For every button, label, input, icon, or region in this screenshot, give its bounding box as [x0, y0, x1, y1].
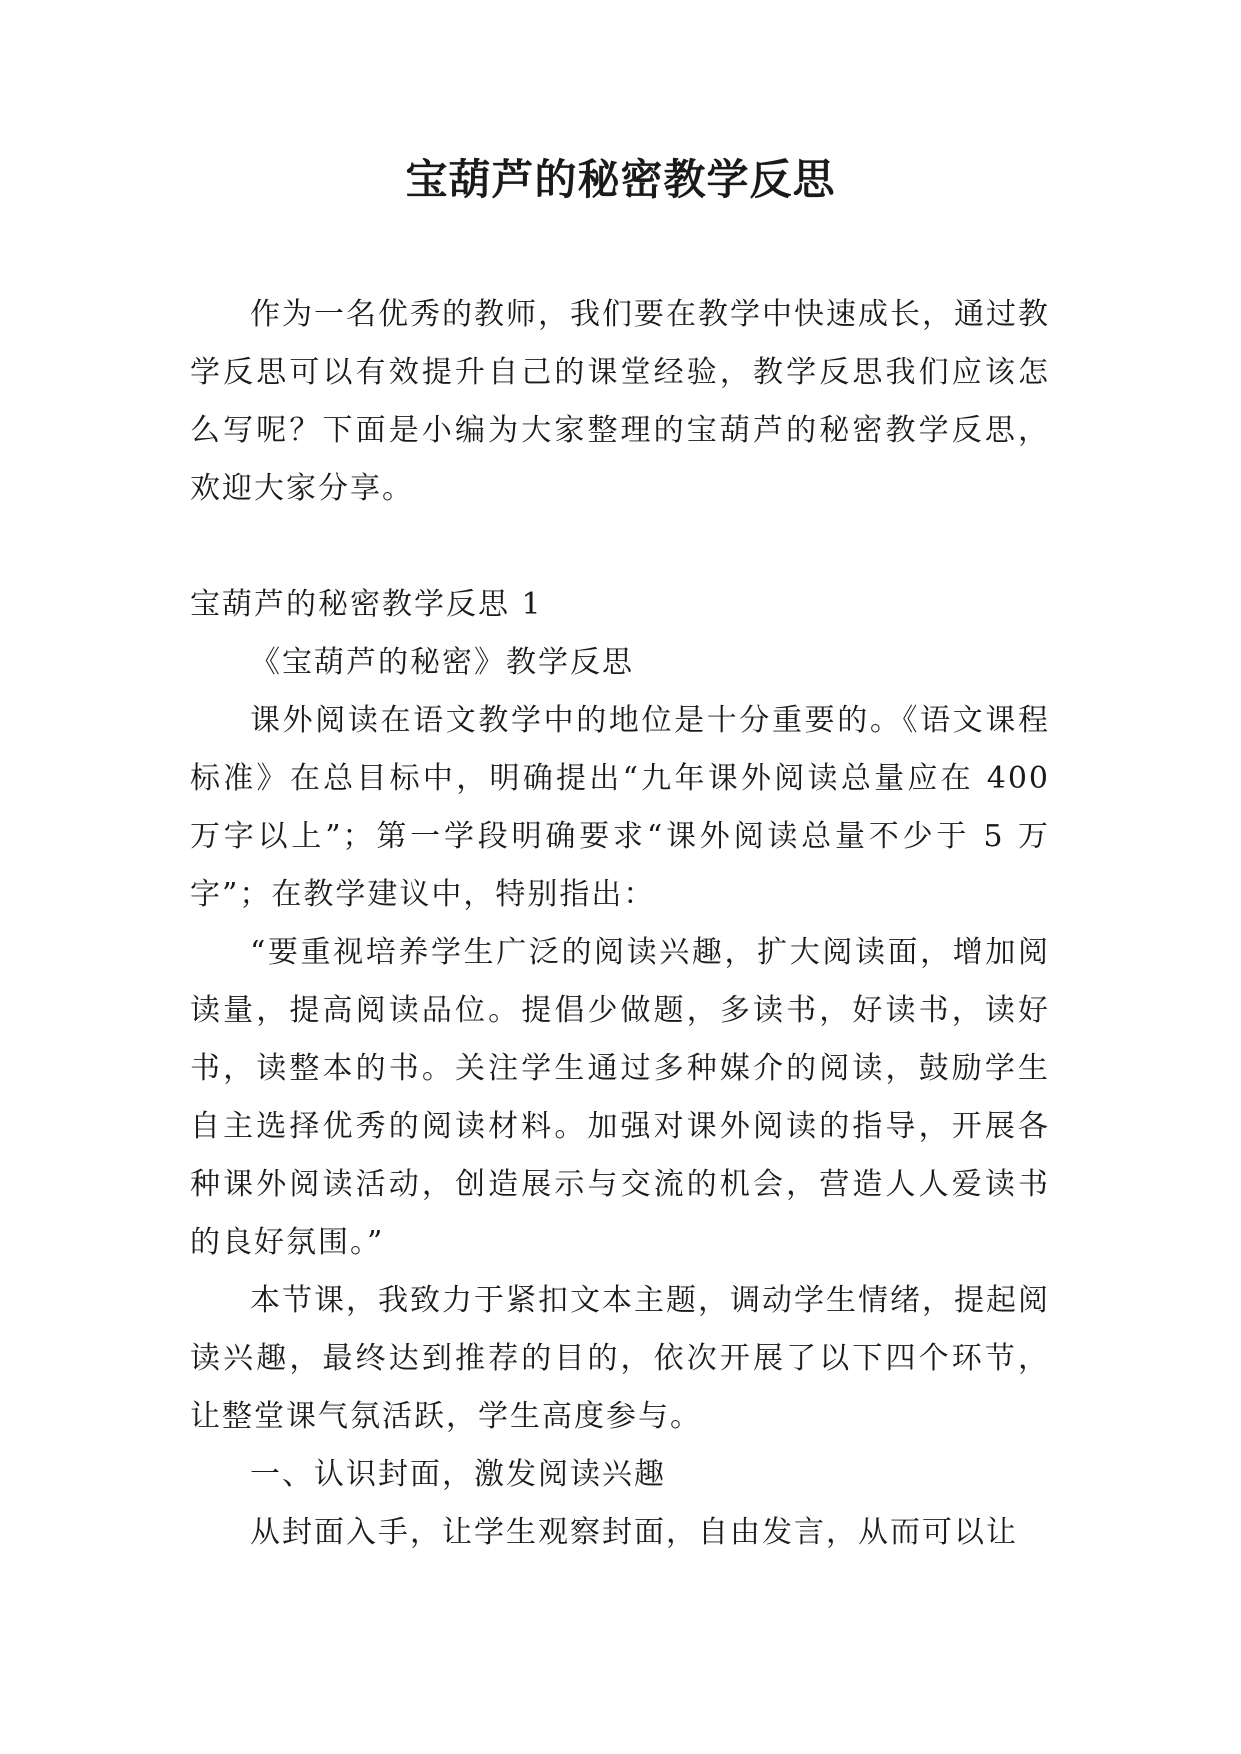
- document-body: [190, 286, 1050, 1562]
- subtitle-paragraph: 《宝葫芦的秘密》教学反思: [250, 645, 634, 680]
- section-heading: 宝葫芦的秘密教学反思 1: [190, 587, 543, 622]
- paragraph-gap: [190, 518, 1050, 576]
- document-title: 宝葫芦的秘密教学反思: [405, 155, 836, 204]
- quote-paragraph: “要重视培养学生广泛的阅读兴趣，扩大阅读面，增加阅读量，提高阅读品位。提倡少做题，多读书，好读书，读好书，读整本的书。关注学生通过多种媒介的阅读，鼓励学生自主选择优秀的阅读材料。加强对课外阅读的指导，开展各种课外阅读活动，创造展示与交流的机会，营造人人爱读书的良好氛围。”: [190, 935, 1050, 1260]
- body-paragraph: 课外阅读在语文教学中的地位是十分重要的。《语文课程标准》在总目标中，明确提出“九年课外阅读总量应在 400 万字以上”；第一学段明确要求“课外阅读总量不少于 5 万字”；在教学建议中，特别指出：: [190, 703, 1050, 912]
- body-paragraph: 本节课，我致力于紧扣文本主题，调动学生情绪，提起阅读兴趣，最终达到推荐的目的，依次开展了以下四个环节，让整堂课气氛活跃，学生高度参与。: [190, 1283, 1050, 1434]
- intro-paragraph: 作为一名优秀的教师，我们要在教学中快速成长，通过教学反思可以有效提升自己的课堂经验，教学反思我们应该怎么写呢？下面是小编为大家整理的宝葫芦的秘密教学反思，欢迎大家分享。: [190, 297, 1050, 506]
- body-paragraph: 从封面入手，让学生观察封面，自由发言，从而可以让: [250, 1515, 1018, 1550]
- subheading-paragraph: 一、认识封面，激发阅读兴趣: [250, 1457, 666, 1492]
